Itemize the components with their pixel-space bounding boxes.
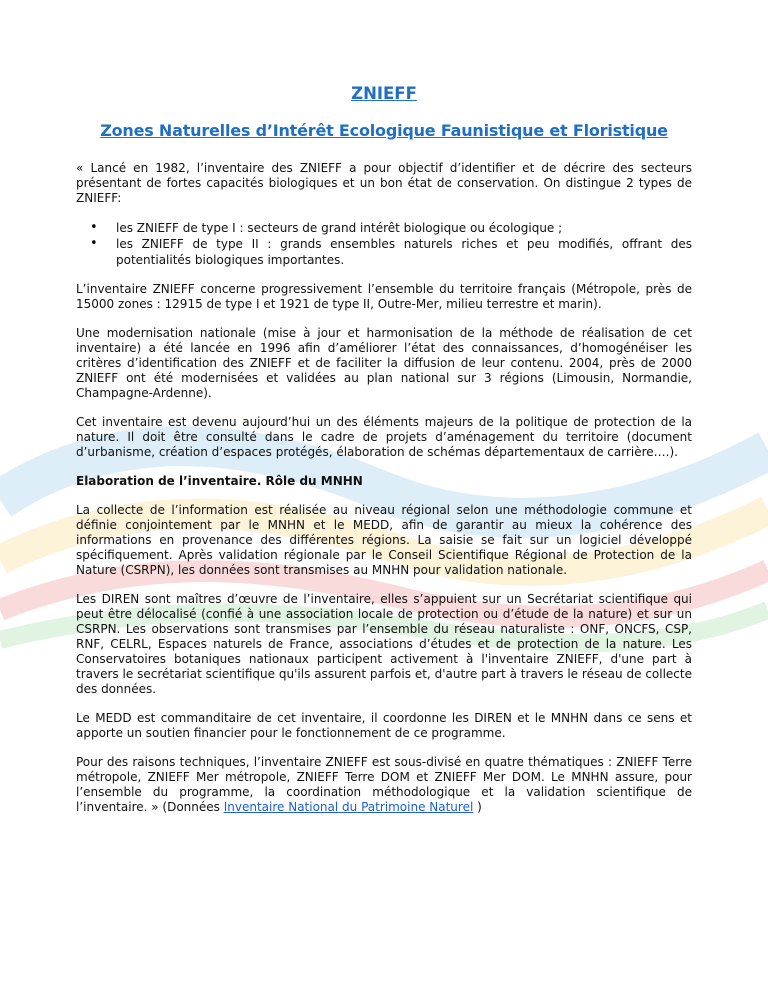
element-paragraph: Cet inventaire est devenu aujourd’hui un des éléments majeurs de la politique de protection de la nature. Il doit être consulté dans le cadre de projets d’aménagement du territoire (document d’urbanisme, création d’espaces protégés, élaboration de schémas départementaux de carrière….). [76,415,692,459]
diren-paragraph: Les DIREN sont maîtres d’œuvre de l’inventaire, elles s’appuient sur un Secrétariat scientifique qui peut être délocalisé (confié à une association locale de protection ou d’étude de la nature) et sur un CSRPN. Les observations sont transmises par l’ensemble du réseau naturaliste : ONF, ONCFS, CSP, RNF, CELRL, Espaces naturels de France, associations d’études et de protection de la nature. Les Conservatoires botaniques nationaux participent activement à l'inventaire ZNIEFF, d'une part à travers le secrétariat scientifique qu'ils assurent parfois et, d'autre part à travers le réseau de collecte des données. [76,592,692,696]
collecte-paragraph: La collecte de l’information est réalisée au niveau régional selon une méthodologie commune et définie conjointement par le MNHN et le MEDD, afin de garantir au mieux la cohérence des informations en provenance des différentes régions. La saisie se fait sur un logiciel développé spécifiquement. Après validation régionale par le Conseil Scientifique Régional de Protection de la Nature (CSRPN), les données sont transmises au MNHN pour validation nationale. [76,503,692,577]
page-subtitle: Zones Naturelles d’Intérêt Ecologique Faunistique et Floristique [100,121,668,140]
final-text: Pour des raisons techniques, l’inventaire ZNIEFF est sous-divisé en quatre thématiques : ZNIEFF Terre métropole, ZNIEFF Mer métropole, ZNIEFF Terre DOM et ZNIEFF Mer DOM. Le MNHN assure, pour l’ensemble du programme, la coordination méthodologique et la validation scientifique de l’inventaire. » (Données [76,755,692,814]
section-heading: Elaboration de l’inventaire. Rôle du MNHN [76,474,363,488]
znieff-types-list [76,220,692,268]
medd-paragraph: Le MEDD est commanditaire de cet inventaire, il coordonne les DIREN et le MNHN dans ce sens et apporte un soutien financier pour le fonctionnement de ce programme. [76,711,692,740]
list-item: • les ZNIEFF de type II : grands ensembles naturels riches et peu modifiés, offrant des potentialités biologiques importantes. [106,236,692,268]
final-end: ) [473,800,482,814]
intro-paragraph: « Lancé en 1982, l’inventaire des ZNIEFF a pour objectif d’identifier et de décrire des secteurs présentant de fortes capacités biologiques et un bon état de conservation. On distingue 2 types de ZNIEFF: [76,161,692,205]
inventaire-paragraph: L’inventaire ZNIEFF concerne progressivement l’ensemble du territoire français (Métropole, près de 15000 zones : 12915 de type I et 1921 de type II, Outre-Mer, milieu terrestre et marin). [76,282,692,311]
inpn-link[interactable]: Inventaire National du Patrimoine Naturel [223,800,474,814]
document-body [76,161,692,829]
list-item: • les ZNIEFF de type I : secteurs de grand intérêt biologique ou écologique ; [106,220,692,236]
page-title: ZNIEFF [351,84,417,103]
final-paragraph [76,755,692,815]
modernisation-paragraph: Une modernisation nationale (mise à jour et harmonisation de la méthode de réalisation de cet inventaire) a été lancée en 1996 afin d’améliorer l’état des connaissances, d’homogénéiser les critères d’identification des ZNIEFF et de faciliter la diffusion de leur contenu. 2004, près de 2000 ZNIEFF ont été modernisées et validées au plan national sur 3 régions (Limousin, Normandie, Champagne-Ardenne). [76,326,692,400]
